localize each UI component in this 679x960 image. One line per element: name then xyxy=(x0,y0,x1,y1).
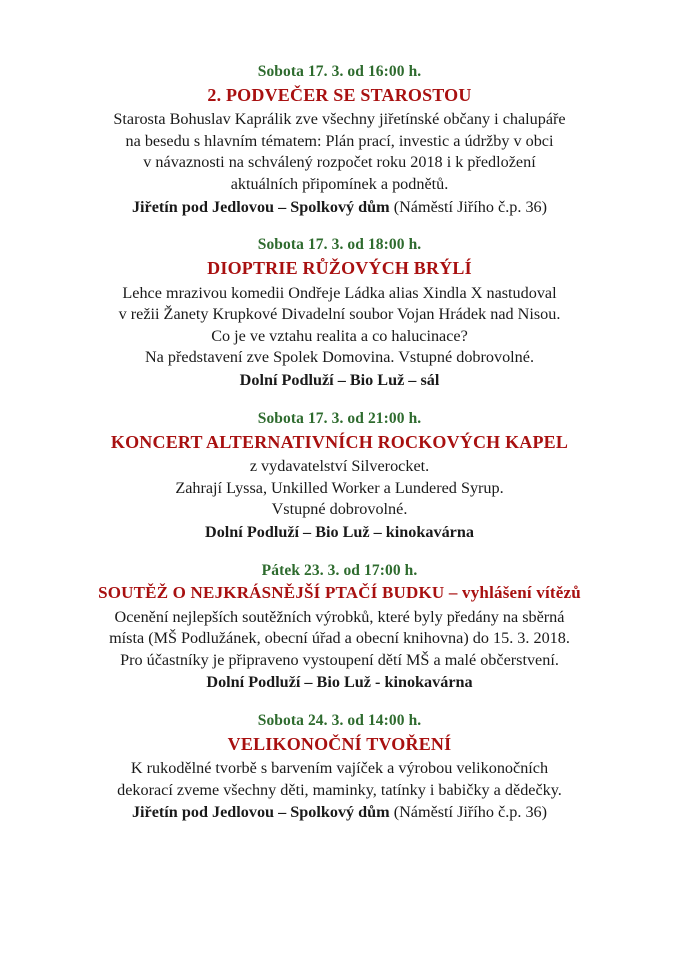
event-entry xyxy=(48,711,631,824)
event-description-line: Lehce mrazivou komedii Ondřeje Ládka alias Xindla X nastudoval xyxy=(122,283,557,302)
event-date: Sobota 17. 3. od 16:00 h. xyxy=(257,63,422,80)
event-venue-address: (Náměstí Jiřího č.p. 36) xyxy=(389,803,548,822)
event-description-line: Ocenění nejlepších soutěžních výrobků, které byly předány na sběrná xyxy=(114,607,565,626)
event-title: KONCERT ALTERNATIVNÍCH ROCKOVÝCH KAPEL xyxy=(110,431,569,452)
event-venue xyxy=(48,802,631,824)
event-title: 2. PODVEČER SE STAROSTOU xyxy=(207,84,472,105)
event-description-line: Pro účastníky je připraveno vystoupení dětí MŠ a malé občerstvení. xyxy=(120,650,559,669)
event-description-line: Vstupné dobrovolné. xyxy=(271,500,408,519)
event-venue-name: Jiřetín pod Jedlovou – Spolkový dům xyxy=(131,197,390,216)
event-description-line: v režii Žanety Krupkové Divadelní soubor Vojan Hrádek nad Nisou. xyxy=(118,305,561,324)
event-venue-name: Dolní Podluží – Bio Luž – kinokavárna xyxy=(205,522,474,541)
event-venue xyxy=(48,197,631,219)
event-description-line: K rukodělné tvorbě s barvením vajíček a výrobou velikonočních xyxy=(130,759,549,778)
event-description-line: Na představení zve Spolek Domovina. Vstupné dobrovolné. xyxy=(144,348,535,367)
event-date: Pátek 23. 3. od 17:00 h. xyxy=(261,561,418,579)
event-entry xyxy=(48,561,631,695)
event-description-line: z vydavatelství Silverocket. xyxy=(249,457,430,476)
event-description-line: Zahrají Lyssa, Unkilled Worker a Lundered Syrup. xyxy=(175,478,504,497)
event-venue-name: Jiřetín pod Jedlovou – Spolkový dům xyxy=(131,803,390,822)
event-title: DIOPTRIE RŮŽOVÝCH BRÝLÍ xyxy=(207,258,472,279)
event-entry xyxy=(48,409,631,544)
event-venue xyxy=(48,522,631,544)
event-description-line: Starosta Bohuslav Kaprálik zve všechny jiřetínské občany i chalupáře xyxy=(113,110,566,129)
event-description-line: v návaznosti na schválený rozpočet roku 2018 i k předložení xyxy=(143,153,536,172)
event-date: Sobota 17. 3. od 18:00 h. xyxy=(257,236,422,254)
event-venue xyxy=(48,672,631,694)
event-venue-address: (Náměstí Jiřího č.p. 36) xyxy=(389,197,548,216)
event-description-line: místa (MŠ Podlužánek, obecní úřad a obecní knihovna) do 15. 3. 2018. xyxy=(109,629,570,648)
event-entry xyxy=(48,62,631,218)
event-entry xyxy=(48,235,631,391)
event-title: VELIKONOČNÍ TVOŘENÍ xyxy=(227,733,452,754)
event-venue xyxy=(48,370,631,392)
event-description-line: dekorací zveme všechny děti, maminky, tatínky i babičky a dědečky. xyxy=(117,780,562,799)
event-venue-name: Dolní Podluží – Bio Luž – sál xyxy=(239,370,440,389)
event-venue-name: Dolní Podluží – Bio Luž - kinokavárna xyxy=(206,673,473,692)
event-description-line: aktuálních připomínek a podnětů. xyxy=(230,174,449,193)
event-date: Sobota 24. 3. od 14:00 h. xyxy=(257,712,422,730)
event-description-line: Co je ve vztahu realita a co halucinace? xyxy=(211,326,468,345)
event-description-line: na besedu s hlavním tématem: Plán prací, investic a údržby v obci xyxy=(125,131,554,150)
event-date: Sobota 17. 3. od 21:00 h. xyxy=(257,409,422,427)
event-title: SOUTĚŽ O NEJKRÁSNĚJŠÍ PTAČÍ BUDKU – vyhlášení vítězů xyxy=(98,583,581,603)
